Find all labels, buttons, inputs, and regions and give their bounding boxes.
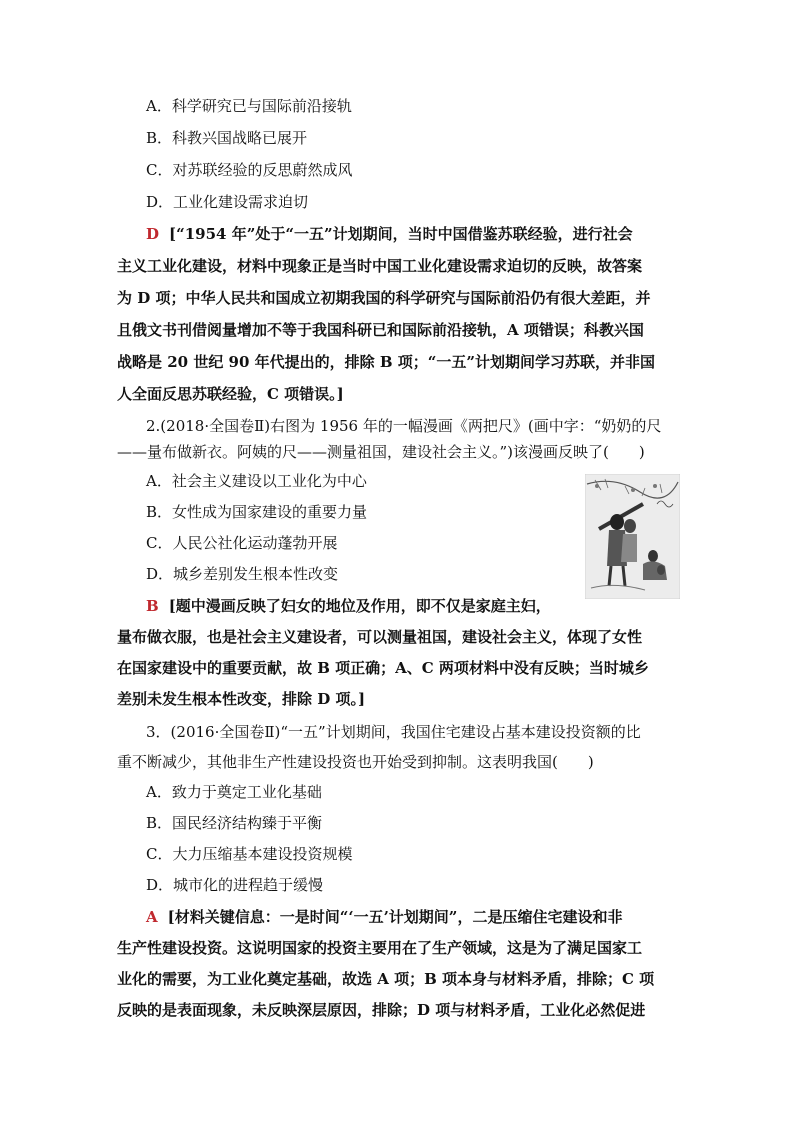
q2-option-d: D．城乡差别发生根本性改变 [146,565,339,583]
q3-stem-line: 重不断减少，其他非生产性建设投资也开始受到抑制。这表明我国( ) [117,753,594,771]
q2-option-c: C．人民公社化运动蓬勃开展 [146,534,338,552]
q1-option-c: C．对苏联经验的反思蔚然成风 [146,161,353,179]
q1-option-a: A．科学研究已与国际前沿接轨 [146,97,352,115]
q2-explanation-line: B [题中漫画反映了妇女的地位及作用，即不仅是家庭主妇， [146,597,551,615]
q1-explanation-line: 主义工业化建设，材料中现象正是当时中国工业化建设需求迫切的反映，故答案 [117,257,643,275]
q3-option-b: B．国民经济结构臻于平衡 [146,814,323,832]
q2-option-a: A．社会主义建设以工业化为中心 [146,472,367,490]
cartoon-illustration [585,474,680,599]
q3-explanation-line: 业化的需要，为工业化奠定基础，故选 A 项；B 项本身与材料矛盾，排除；C 项 [117,970,655,988]
q2-answer: B [146,597,159,615]
q1-explanation-line: 战略是 20 世纪 90 年代提出的，排除 B 项；“一五”计划期间学习苏联，并非国 [117,353,656,371]
q1-explanation-line: D [“1954 年”处于“一五”计划期间，当时中国借鉴苏联经验，进行社会 [146,225,633,243]
q3-explanation-line: A [材料关键信息：一是时间“‘一五’计划期间”，二是压缩住宅建设和非 [146,908,623,926]
q1-option-d: D．工业化建设需求迫切 [146,193,309,211]
q3-stem-line: 3．(2016·全国卷Ⅱ)“一五”计划期间，我国住宅建设占基本建设投资额的比 [146,723,641,741]
q1-explanation-line: 且俄文书刊借阅量增加不等于我国科研已和国际前沿接轨，A 项错误；科教兴国 [117,321,644,339]
q2-explanation-line: 量布做衣服，也是社会主义建设者，可以测量祖国，建设社会主义，体现了女性 [117,628,643,646]
q1-explanation-line: 人全面反思苏联经验，C 项错误。] [117,385,344,403]
q2-stem-line: 2.(2018·全国卷Ⅱ)右图为 1956 年的一幅漫画《两把尺》(画中字：“奶奶的尺 [146,417,662,435]
q2-option-b: B．女性成为国家建设的重要力量 [146,503,368,521]
q2-explanation-line: 在国家建设中的重要贡献，故 B 项正确；A、C 两项材料中没有反映；当时城乡 [117,659,649,677]
q3-explanation-line: 生产性建设投资。这说明国家的投资主要用在了生产领域，这是为了满足国家工 [117,939,643,957]
q3-option-c: C．大力压缩基本建设投资规模 [146,845,353,863]
q2-explanation-line: 差别未发生根本性改变，排除 D 项。] [117,690,366,708]
q3-option-d: D．城市化的进程趋于缓慢 [146,876,324,894]
cartoon-two-rulers-image [585,474,680,599]
q1-explanation-line: 为 D 项；中华人民共和国成立初期我国的科学研究与国际前沿仍有很大差距，并 [117,289,651,307]
q3-explanation-line: 反映的是表面现象，未反映深层原因，排除；D 项与材料矛盾，工业化必然促进 [117,1001,646,1019]
q1-answer: D [146,225,160,243]
q3-answer: A [146,908,158,926]
q3-option-a: A．致力于奠定工业化基础 [146,783,322,801]
q1-option-b: B．科教兴国战略已展开 [146,129,308,147]
q2-stem-line: ——量布做新衣。阿姨的尺——测量祖国，建设社会主义。”)该漫画反映了( ) [117,443,645,461]
